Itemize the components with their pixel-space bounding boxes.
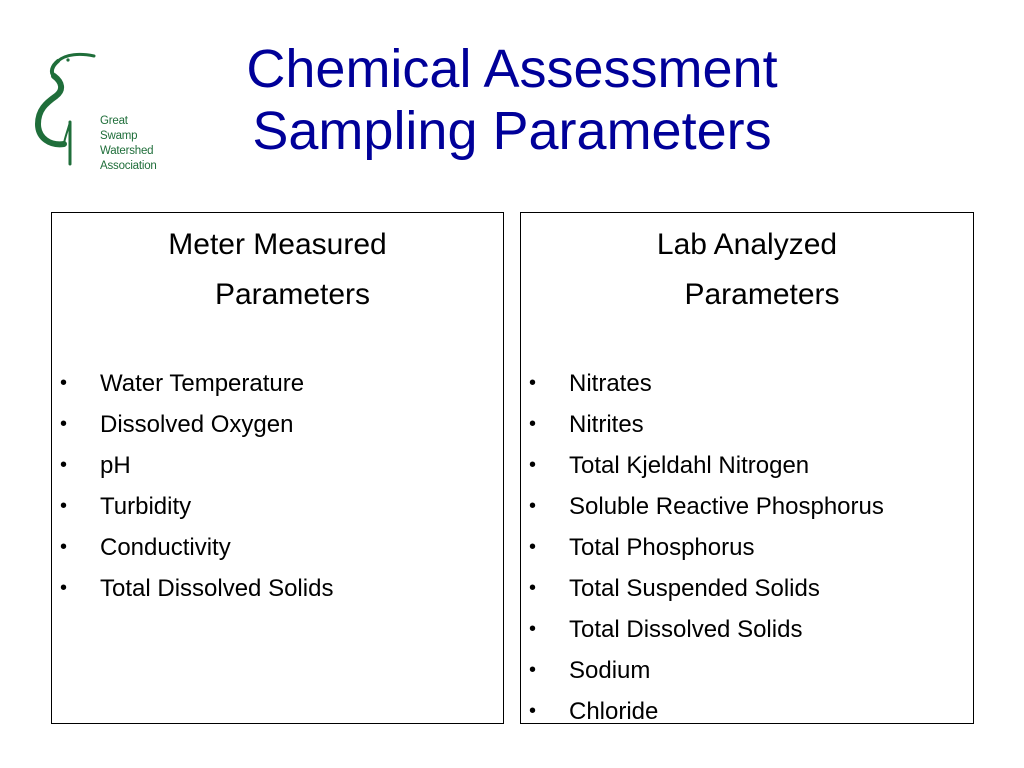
bullet: • bbox=[529, 536, 537, 558]
list-item-label: Total Dissolved Solids bbox=[569, 616, 803, 643]
list-item bbox=[521, 445, 973, 486]
list-item bbox=[521, 609, 973, 650]
list-item-label: Chloride bbox=[569, 698, 659, 725]
lab-parameters-list bbox=[521, 363, 973, 732]
list-item-label: Sodium bbox=[569, 657, 651, 684]
meter-parameters-heading bbox=[52, 213, 503, 320]
list-item bbox=[52, 363, 503, 404]
list-item-label: Dissolved Oxygen bbox=[100, 411, 294, 438]
list-item bbox=[52, 404, 503, 445]
title-line-2: Sampling Parameters bbox=[252, 101, 772, 161]
heading-line-1: Lab Analyzed bbox=[656, 228, 838, 261]
list-item bbox=[521, 691, 973, 732]
bullet: • bbox=[529, 577, 537, 599]
bullet: • bbox=[60, 413, 68, 435]
list-item-label: Nitrites bbox=[569, 411, 644, 438]
list-item bbox=[521, 363, 973, 404]
lab-parameters-heading bbox=[521, 213, 973, 320]
meter-parameters-list bbox=[52, 363, 503, 609]
list-item-label: Conductivity bbox=[100, 534, 231, 561]
bullet: • bbox=[60, 372, 68, 394]
heading-line-2: Parameters bbox=[214, 278, 371, 311]
logo-line: Great Swamp bbox=[100, 115, 138, 142]
heading-line-1: Meter Measured bbox=[168, 228, 387, 261]
list-item-label: Total Suspended Solids bbox=[569, 575, 820, 602]
title-line-1: Chemical Assessment bbox=[246, 39, 778, 99]
lab-parameters-panel bbox=[520, 212, 974, 724]
list-item-label: Total Kjeldahl Nitrogen bbox=[569, 452, 810, 479]
list-item bbox=[52, 568, 503, 609]
bullet: • bbox=[60, 495, 68, 517]
bullet: • bbox=[60, 577, 68, 599]
list-item-label: Soluble Reactive Phosphorus bbox=[569, 493, 884, 520]
logo-line: Watershed bbox=[100, 145, 154, 157]
organization-logo bbox=[28, 48, 158, 172]
bullet: • bbox=[529, 413, 537, 435]
meter-parameters-panel bbox=[51, 212, 504, 724]
list-item bbox=[521, 527, 973, 568]
bullet: • bbox=[529, 372, 537, 394]
list-item-label: pH bbox=[100, 452, 131, 479]
list-item-label: Turbidity bbox=[100, 493, 192, 520]
list-item-label: Total Dissolved Solids bbox=[100, 575, 334, 602]
bullet: • bbox=[529, 659, 537, 681]
list-item-label: Total Phosphorus bbox=[569, 534, 755, 561]
bullet: • bbox=[60, 454, 68, 476]
list-item bbox=[521, 486, 973, 527]
slide-title bbox=[160, 38, 864, 162]
bullet: • bbox=[60, 536, 68, 558]
bullet: • bbox=[529, 618, 537, 640]
bullet: • bbox=[529, 454, 537, 476]
list-item bbox=[52, 445, 503, 486]
list-item bbox=[52, 527, 503, 568]
list-item bbox=[521, 568, 973, 609]
list-item bbox=[521, 650, 973, 691]
bullet: • bbox=[529, 700, 537, 722]
heading-line-2: Parameters bbox=[684, 278, 840, 311]
list-item-label: Nitrates bbox=[569, 370, 652, 397]
list-item bbox=[521, 404, 973, 445]
list-item-label: Water Temperature bbox=[100, 370, 305, 397]
logo-text bbox=[100, 114, 158, 174]
list-item bbox=[52, 486, 503, 527]
bullet: • bbox=[529, 495, 537, 517]
logo-line: Association bbox=[100, 160, 157, 172]
